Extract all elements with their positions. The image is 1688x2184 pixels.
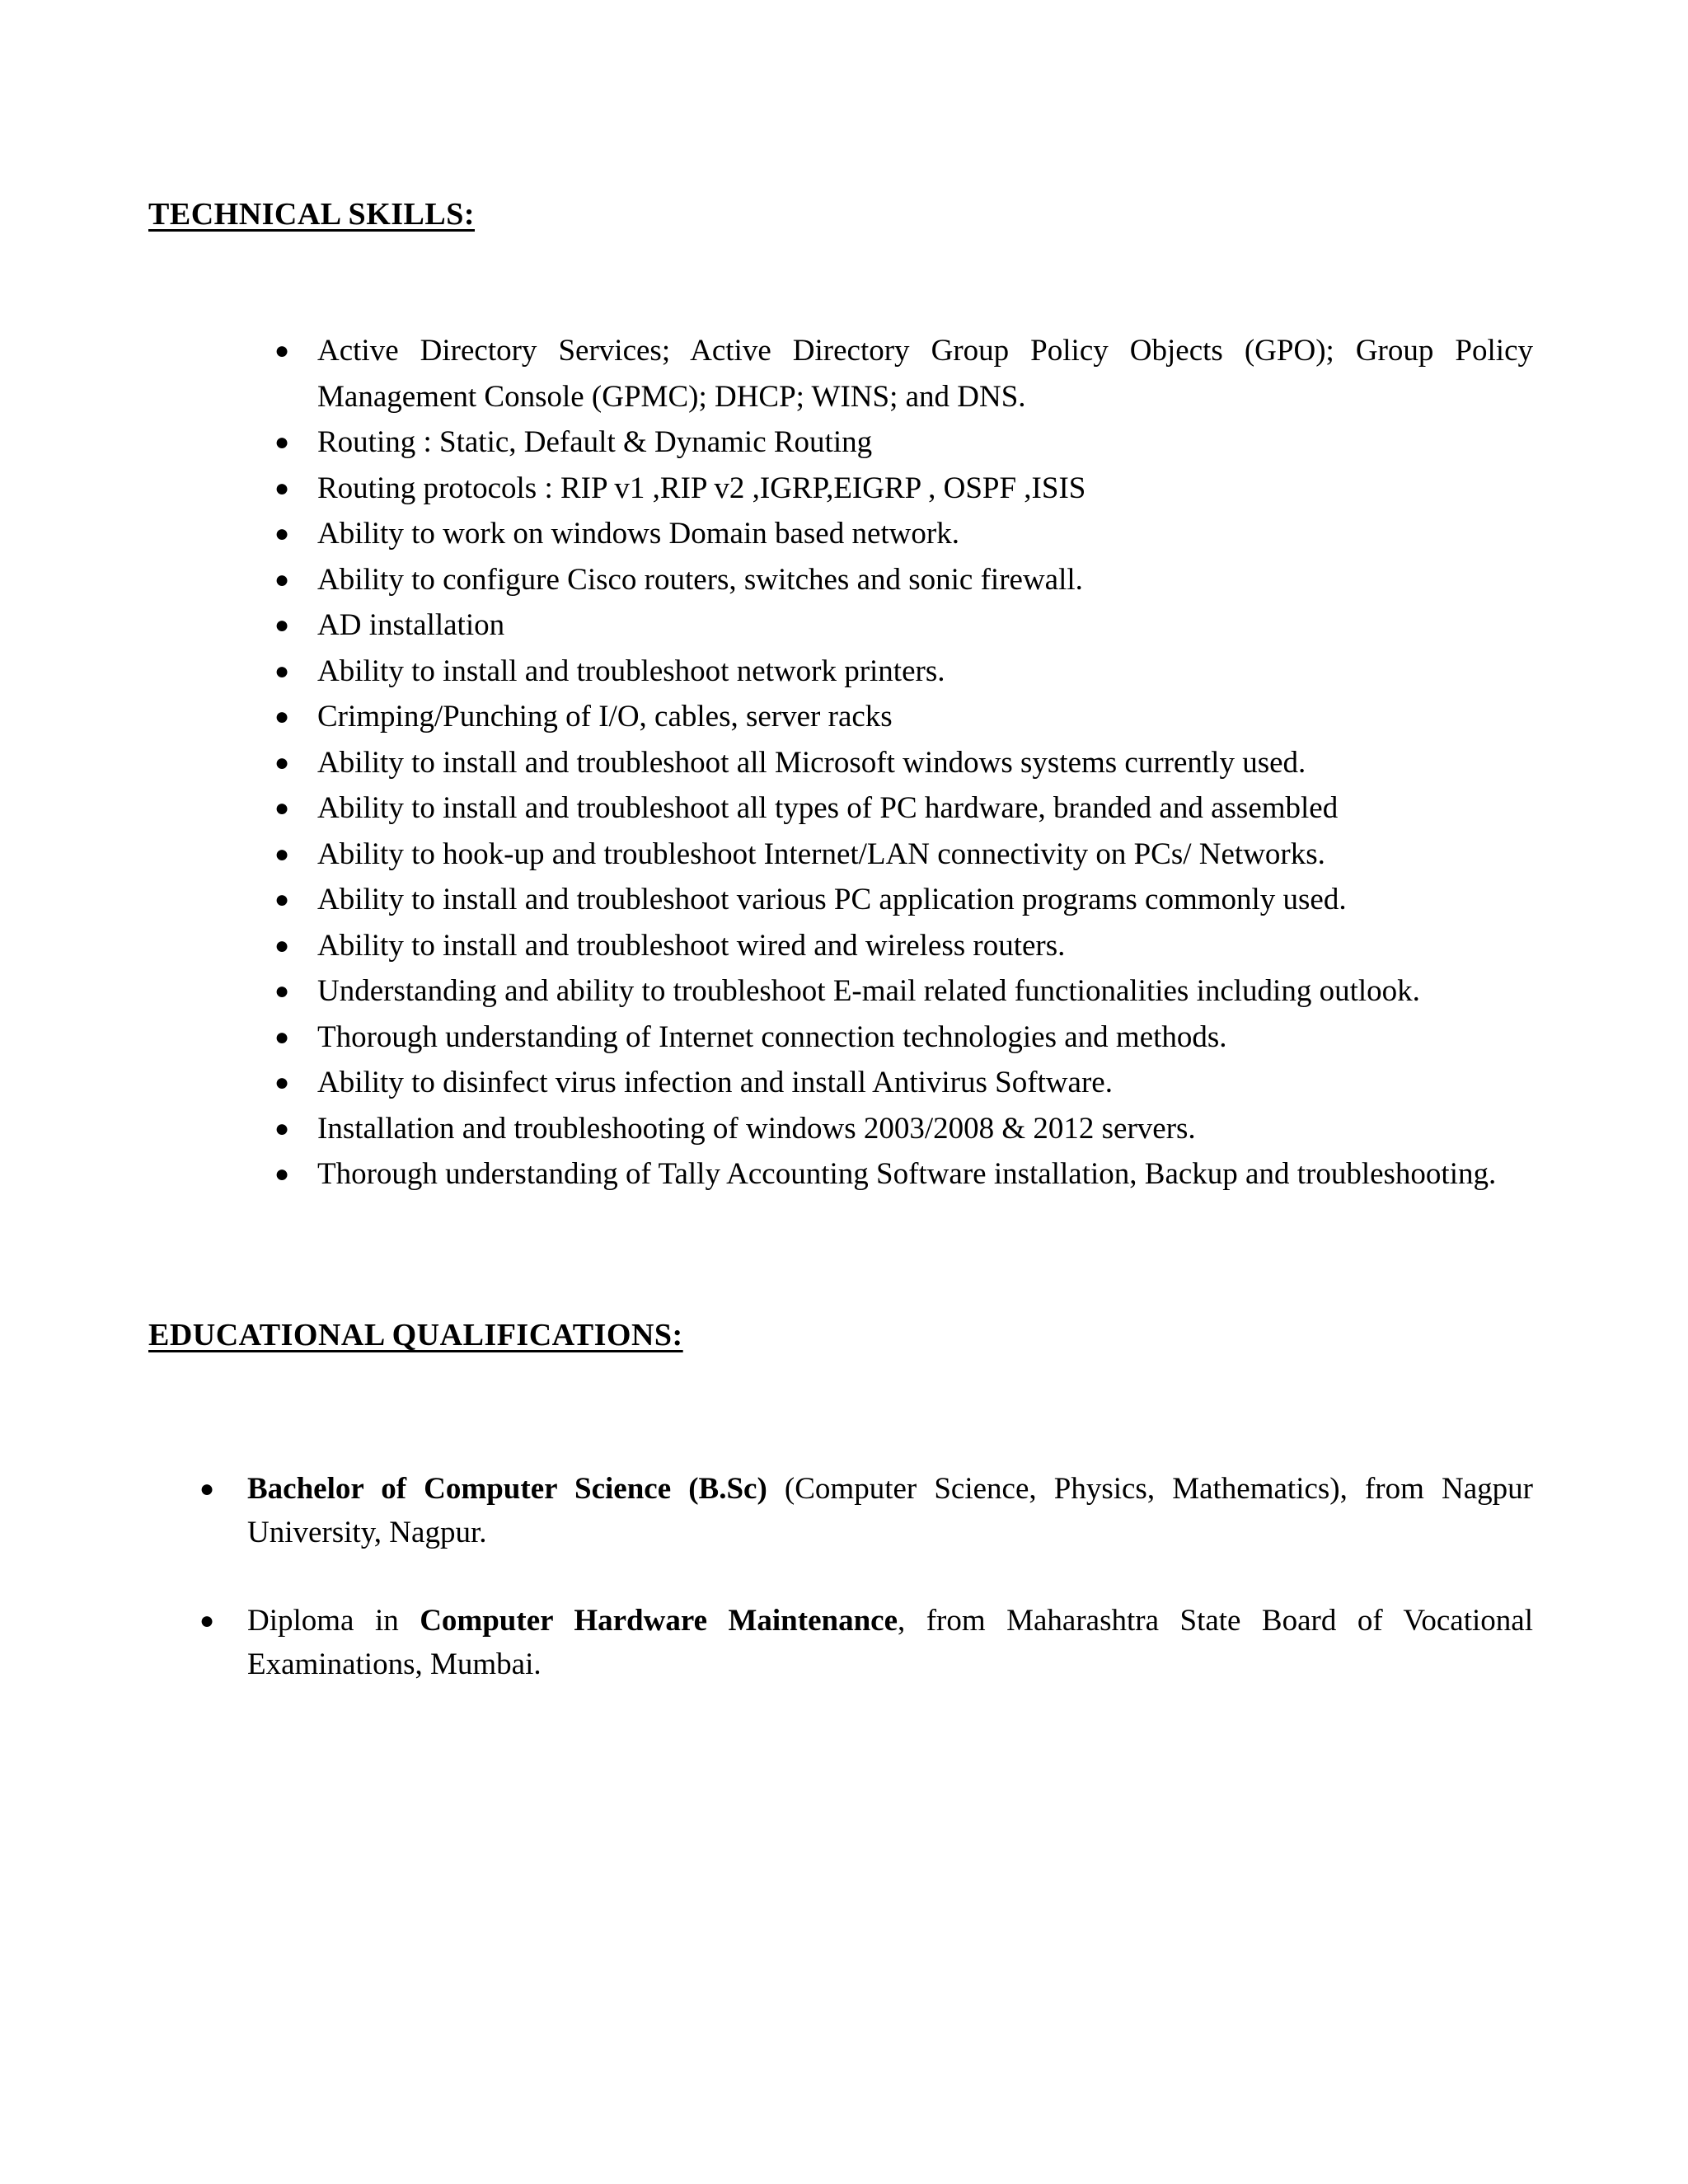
skill-item [0, 740, 1533, 786]
skill-item [0, 832, 1533, 878]
bullet-icon: ● [274, 474, 290, 502]
education-item [0, 1467, 1533, 1554]
bullet-icon: ● [274, 612, 290, 639]
skill-text: Understanding and ability to troubleshoot E-mail related functionalities including outlook. [317, 974, 1420, 1008]
education-text-after: (Computer Science, Physics, Mathematics), from Nagpur University, Nagpur. [247, 1472, 1533, 1549]
bullet-icon: ● [274, 703, 290, 730]
bullet-icon: ● [274, 794, 290, 822]
education-text-before: Diploma in [247, 1604, 420, 1638]
skill-text: Ability to install and troubleshoot all Microsoft windows systems currently used. [317, 745, 1306, 780]
technical-skills-heading: TECHNICAL SKILLS: [148, 197, 476, 232]
skill-item [0, 557, 1533, 603]
bullet-icon: ● [274, 840, 290, 868]
skill-text: Routing protocols : RIP v1 ,RIP v2 ,IGRP,EIGRP , OSPF ,ISIS [317, 471, 1086, 505]
education-text-after: , from Maharashtra State Board of Vocational Examinations, Mumbai. [247, 1604, 1533, 1681]
bullet-icon: ● [274, 1023, 290, 1051]
skill-text: Installation and troubleshooting of windows 2003/2008 & 2012 servers. [317, 1111, 1196, 1146]
skill-text: Crimping/Punching of I/O, cables, server racks [317, 700, 893, 733]
skill-text: Thorough understanding of Internet connection technologies and methods. [317, 1019, 1227, 1054]
skill-text: Thorough understanding of Tally Accounting Software installation, Backup and troubleshooting. [317, 1157, 1497, 1191]
skill-item [0, 649, 1533, 695]
skill-text: Ability to install and troubleshoot wired and wireless routers. [317, 928, 1066, 963]
skill-item [0, 419, 1533, 466]
skill-item [0, 1106, 1533, 1152]
diploma-name: Computer Hardware Maintenance [420, 1604, 898, 1638]
skill-item [0, 1151, 1533, 1197]
educational-qualifications-heading: EDUCATIONAL QUALIFICATIONS: [148, 1318, 683, 1352]
education-list [0, 1467, 1533, 1731]
bullet-icon: ● [274, 337, 290, 364]
education-item [0, 1599, 1533, 1686]
skill-text: Routing : Static, Default & Dynamic Routing [317, 425, 873, 459]
skill-item [0, 511, 1533, 557]
bullet-icon: ● [274, 565, 290, 593]
bullet-icon: ● [274, 1160, 290, 1188]
skill-text: Ability to work on windows Domain based network. [317, 517, 959, 551]
skill-item [0, 923, 1533, 969]
bullet-icon: ● [274, 886, 290, 913]
bullet-icon: ● [199, 1607, 215, 1634]
skill-text: Ability to install and troubleshoot various PC application programs commonly used. [317, 883, 1347, 916]
degree-name: Bachelor of Computer Science (B.Sc) [247, 1472, 767, 1506]
skill-item [0, 785, 1533, 832]
bullet-icon: ● [274, 977, 290, 1005]
skill-item [0, 328, 1533, 419]
skill-text: Ability to disinfect virus infection and install Antivirus Software. [317, 1066, 1113, 1099]
bullet-icon: ● [274, 520, 290, 547]
skill-text: Ability to configure Cisco routers, switches and sonic firewall. [317, 562, 1083, 597]
skill-text: Active Directory Services; Active Directory Group Policy Objects (GPO); Group Policy Management Console (GPMC); DHCP; WINS; and DNS. [317, 334, 1533, 414]
bullet-icon: ● [199, 1475, 215, 1502]
bullet-icon: ● [274, 748, 290, 776]
bullet-icon: ● [274, 657, 290, 685]
technical-skills-list [0, 328, 1533, 1197]
skill-text: Ability to install and troubleshoot all types of PC hardware, branded and assembled [317, 791, 1339, 825]
skill-item [0, 1015, 1533, 1061]
bullet-icon: ● [274, 1114, 290, 1142]
skill-item [0, 968, 1533, 1015]
skill-text: AD installation [317, 608, 505, 642]
skill-item [0, 877, 1533, 923]
skill-text: Ability to hook-up and troubleshoot Internet/LAN connectivity on PCs/ Networks. [317, 837, 1325, 871]
skill-item [0, 466, 1533, 512]
bullet-icon: ● [274, 931, 290, 959]
skill-item [0, 1060, 1533, 1106]
skill-item [0, 694, 1533, 740]
skill-item [0, 602, 1533, 649]
bullet-icon: ● [274, 429, 290, 456]
bullet-icon: ● [274, 1069, 290, 1096]
skill-text: Ability to install and troubleshoot network printers. [317, 654, 945, 688]
